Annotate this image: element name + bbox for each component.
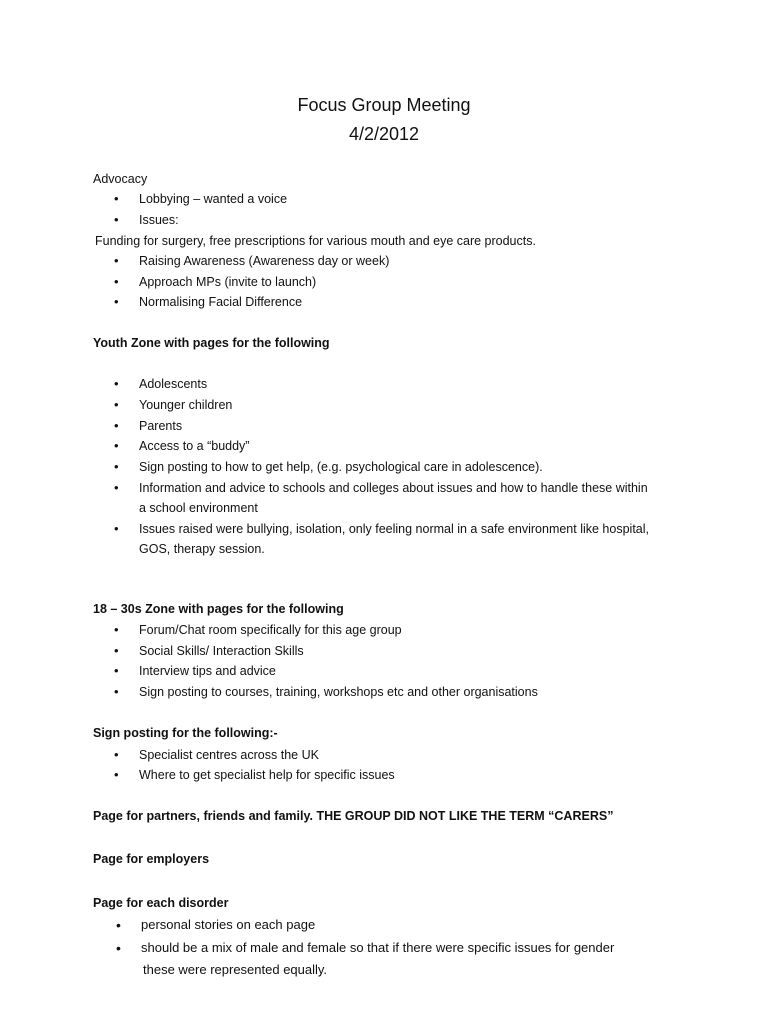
list-item: Adolescents — [139, 377, 208, 391]
bullet-icon: • — [114, 294, 119, 309]
list-item: Normalising Facial Difference — [139, 295, 303, 309]
bullet-icon: • — [114, 622, 119, 637]
bullet-icon: • — [114, 767, 119, 782]
bullet-icon: • — [114, 438, 119, 453]
bullet-icon: • — [114, 253, 119, 268]
list-item: Sign posting to courses, training, workshops etc and other organisations — [139, 685, 538, 699]
list-item: Specialist centres across the UK — [139, 748, 319, 762]
employers-heading: Page for employers — [93, 852, 210, 866]
list-item: Interview tips and advice — [139, 664, 276, 678]
list-item: Access to a “buddy” — [139, 439, 250, 453]
bullet-icon: • — [114, 643, 119, 658]
signposting-heading: Sign posting for the following:- — [93, 726, 278, 740]
bullet-icon: • — [114, 418, 119, 433]
list-item: Issues raised were bullying, isolation, only feeling normal in a safe environment like hospital, — [139, 522, 649, 536]
list-item: personal stories on each page — [141, 917, 316, 932]
list-item: Where to get specialist help for specific issues — [139, 768, 395, 782]
bullet-icon: • — [114, 663, 119, 678]
bullet-icon: • — [114, 480, 119, 495]
bullet-icon: • — [116, 917, 121, 933]
document-date: 4/2/2012 — [348, 124, 420, 144]
list-item: Sign posting to how to get help, (e.g. psychological care in adolescence). — [139, 460, 543, 474]
list-item-continuation: a school environment — [139, 501, 258, 515]
list-item: Forum/Chat room specifically for this age group — [139, 623, 402, 637]
bullet-icon: • — [114, 212, 119, 227]
advocacy-heading: Advocacy — [93, 172, 148, 186]
list-item: Information and advice to schools and colleges about issues and how to handle these within — [139, 481, 648, 495]
list-item: Younger children — [139, 398, 233, 412]
bullet-icon: • — [114, 521, 119, 536]
adult-zone-heading: 18 – 30s Zone with pages for the following — [93, 602, 344, 616]
document-title: Focus Group Meeting — [297, 95, 471, 115]
list-item-continuation: GOS, therapy session. — [139, 542, 265, 556]
advocacy-note: Funding for surgery, free prescriptions for various mouth and eye care products. — [95, 234, 536, 248]
bullet-icon: • — [114, 459, 119, 474]
list-item: Parents — [139, 419, 183, 433]
bullet-icon: • — [114, 191, 119, 206]
list-item: Issues: — [139, 213, 179, 227]
list-item: Social Skills/ Interaction Skills — [139, 644, 304, 658]
bullet-icon: • — [114, 397, 119, 412]
bullet-icon: • — [114, 747, 119, 762]
list-item: Lobbying – wanted a voice — [139, 192, 288, 206]
partners-heading: Page for partners, friends and family. THE GROUP DID NOT LIKE THE TERM “CARERS” — [93, 809, 614, 823]
list-item-continuation: these were represented equally. — [143, 962, 328, 977]
youth-zone-heading: Youth Zone with pages for the following — [93, 336, 330, 350]
disorder-heading: Page for each disorder — [93, 896, 229, 910]
bullet-icon: • — [114, 376, 119, 391]
bullet-icon: • — [116, 940, 121, 956]
bullet-icon: • — [114, 274, 119, 289]
list-item: Raising Awareness (Awareness day or week) — [139, 254, 390, 268]
list-item: Approach MPs (invite to launch) — [139, 275, 317, 289]
list-item: should be a mix of male and female so that if there were specific issues for gender — [141, 940, 615, 955]
bullet-icon: • — [114, 684, 119, 699]
